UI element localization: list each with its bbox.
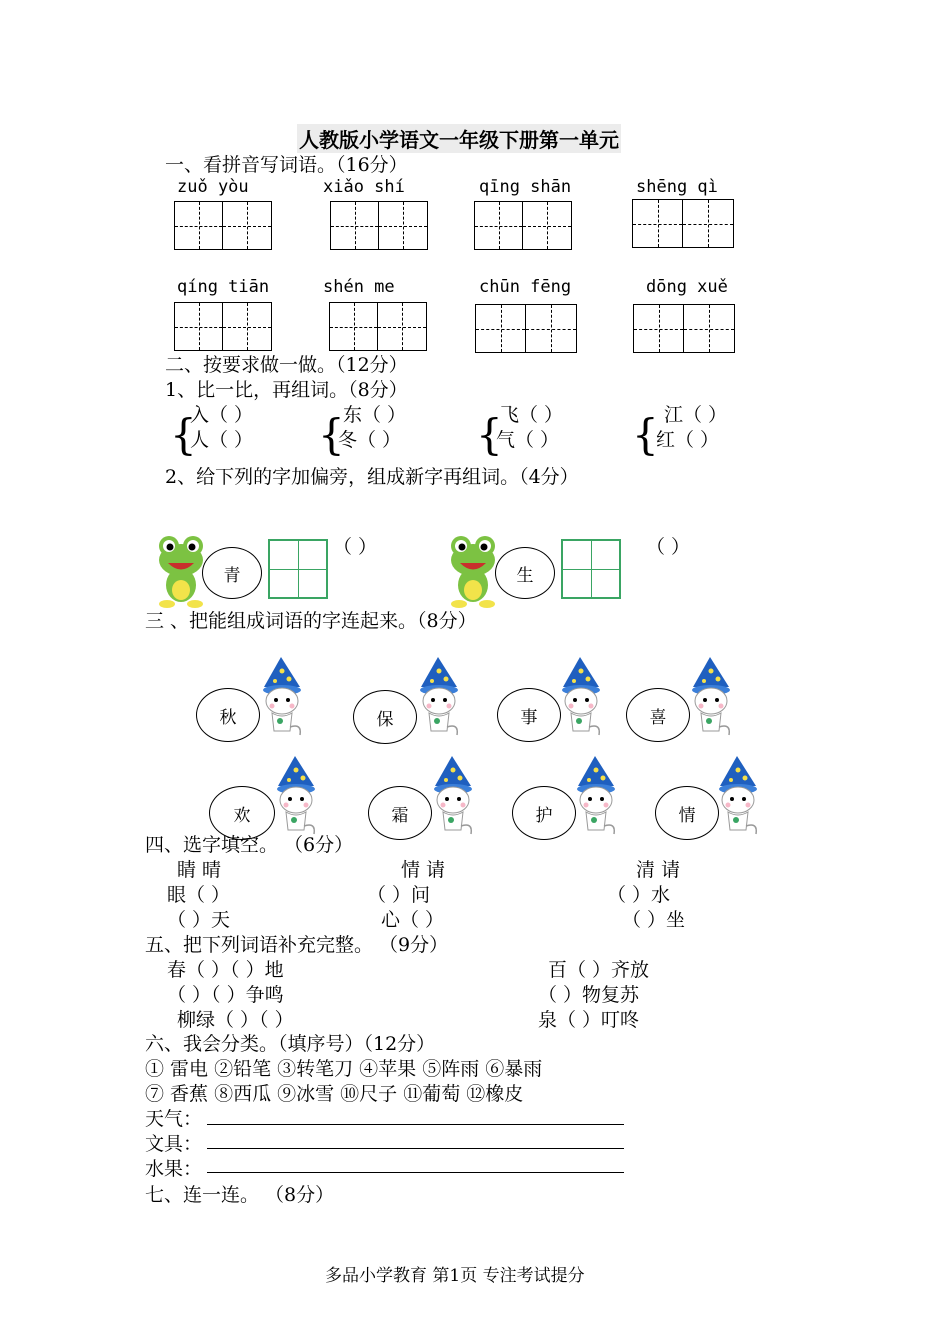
compare-3-top: 飞（ ）: [500, 404, 564, 426]
compare-3-bottom: 气（ ）: [496, 429, 560, 451]
frog-icon: [447, 530, 499, 610]
category-weather: 天气：: [145, 1108, 203, 1130]
compare-1-top: 入（ ）: [190, 404, 254, 426]
pinyin-8: dōng xuě: [646, 277, 728, 297]
word-char-top-4[interactable]: 喜: [626, 688, 690, 742]
green-writing-box-2[interactable]: [561, 539, 621, 599]
compare-4-bottom: 红（ ）: [656, 429, 720, 451]
fill-1: 眼（ ）: [167, 884, 231, 906]
page-title: 人教版小学语文一年级下册第一单元: [297, 124, 621, 153]
pinyin-7: chūn fēng: [479, 277, 572, 297]
cat-mascot-icon: [685, 657, 737, 739]
word-char-top-3[interactable]: 事: [497, 688, 561, 742]
word-char-top-1[interactable]: 秋: [196, 688, 260, 742]
writing-box-2[interactable]: [330, 201, 428, 250]
char-circle-sheng: 生: [495, 547, 555, 599]
idiom-right-1: 百（ ）齐放: [548, 959, 650, 981]
items-row-1: ① 雷电 ②铅笔 ③转笔刀 ④苹果 ⑤阵雨 ⑥暴雨: [145, 1058, 543, 1080]
word-char-bottom-3[interactable]: 护: [512, 786, 576, 840]
answer-line-weather[interactable]: [207, 1124, 624, 1125]
green-writing-box-1[interactable]: [268, 539, 328, 599]
fill-2: （ ）问: [367, 884, 431, 906]
section-3-heading: 三 、把能组成词语的字连起来。（8分）: [145, 610, 477, 632]
section-2-sub1: 1、比一比，再组词。（8分）: [165, 379, 408, 401]
brace-4: {: [632, 410, 659, 459]
fill-6: （ ）坐: [622, 909, 686, 931]
brace-2: {: [318, 410, 345, 459]
fill-3: （ ）水: [607, 884, 671, 906]
cat-mascot-icon: [555, 657, 607, 739]
compare-2-top: 东（ ）: [343, 404, 407, 426]
choice-pair-1: 睛 晴: [177, 859, 222, 881]
idiom-right-3: 泉（ ）叮咚: [538, 1009, 640, 1031]
cat-mascot-icon: [570, 756, 622, 838]
writing-box-1[interactable]: [174, 201, 272, 250]
pinyin-1: zuǒ yòu: [177, 177, 249, 197]
cat-mascot-icon: [712, 756, 764, 838]
writing-box-4[interactable]: [632, 199, 734, 248]
cat-mascot-icon: [413, 657, 465, 739]
fill-5: 心（ ）: [381, 909, 445, 931]
pinyin-5: qíng tiān: [177, 277, 270, 297]
category-fruit: 水果：: [145, 1158, 203, 1180]
word-char-bottom-2[interactable]: 霜: [368, 786, 432, 840]
pinyin-4: shēng qì: [636, 177, 718, 197]
writing-box-6[interactable]: [329, 302, 427, 351]
compare-4-top: 江（ ）: [664, 404, 728, 426]
brace-1: {: [170, 410, 197, 459]
word-char-bottom-4[interactable]: 情: [655, 786, 719, 840]
cat-mascot-icon: [427, 756, 479, 838]
choice-pair-3: 清 请: [636, 859, 681, 881]
fill-4: （ ）天: [167, 909, 231, 931]
section-5-heading: 五、把下列词语补充完整。 （9分）: [145, 934, 449, 956]
compare-1-bottom: 人（ ）: [190, 429, 254, 451]
cat-mascot-icon: [270, 756, 322, 838]
section-4-heading: 四、选字填空。 （6分）: [145, 834, 354, 856]
compare-2-bottom: 冬（ ）: [338, 429, 402, 451]
pinyin-2: xiǎo shí: [323, 177, 405, 197]
section-6-heading: 六、我会分类。（填序号）（12分）: [145, 1033, 436, 1055]
writing-box-8[interactable]: [633, 304, 735, 353]
choice-pair-2: 情 请: [401, 859, 446, 881]
pinyin-3: qīng shān: [479, 177, 572, 197]
answer-line-stationery[interactable]: [207, 1148, 624, 1149]
section-1-heading: 一、看拼音写词语。（16分）: [165, 154, 408, 176]
writing-box-3[interactable]: [474, 201, 572, 250]
writing-box-5[interactable]: [174, 302, 272, 351]
answer-line-fruit[interactable]: [207, 1172, 624, 1173]
frog-icon: [155, 530, 207, 610]
section-7-heading: 七、连一连。 （8分）: [145, 1184, 335, 1206]
word-char-bottom-1[interactable]: 欢: [209, 786, 275, 840]
writing-box-7[interactable]: [475, 304, 577, 353]
category-stationery: 文具：: [145, 1133, 203, 1155]
page-footer: 多品小学教育 第1页 专注考试提分: [325, 1266, 585, 1286]
idiom-right-2: （ ）物复苏: [538, 984, 640, 1006]
answer-blank-2: （ ）: [646, 536, 691, 558]
word-char-top-2[interactable]: 保: [353, 690, 417, 744]
section-2-heading: 二、按要求做一做。（12分）: [165, 354, 408, 376]
char-circle-qing: 青: [202, 547, 262, 599]
section-2-sub2: 2、给下列的字加偏旁，组成新字再组词。（4分）: [165, 466, 579, 488]
pinyin-6: shén me: [323, 277, 395, 297]
idiom-left-3: 柳绿（ ）（ ）: [177, 1009, 294, 1031]
items-row-2: ⑦ 香蕉 ⑧西瓜 ⑨冰雪 ⑩尺子 ⑪葡萄 ⑫橡皮: [145, 1083, 524, 1105]
idiom-left-1: 春（ ）（ ）地: [167, 959, 284, 981]
brace-3: {: [476, 410, 503, 459]
answer-blank-1: （ ）: [333, 536, 378, 558]
idiom-left-2: （ ）（ ）争鸣: [167, 984, 284, 1006]
cat-mascot-icon: [256, 657, 308, 739]
